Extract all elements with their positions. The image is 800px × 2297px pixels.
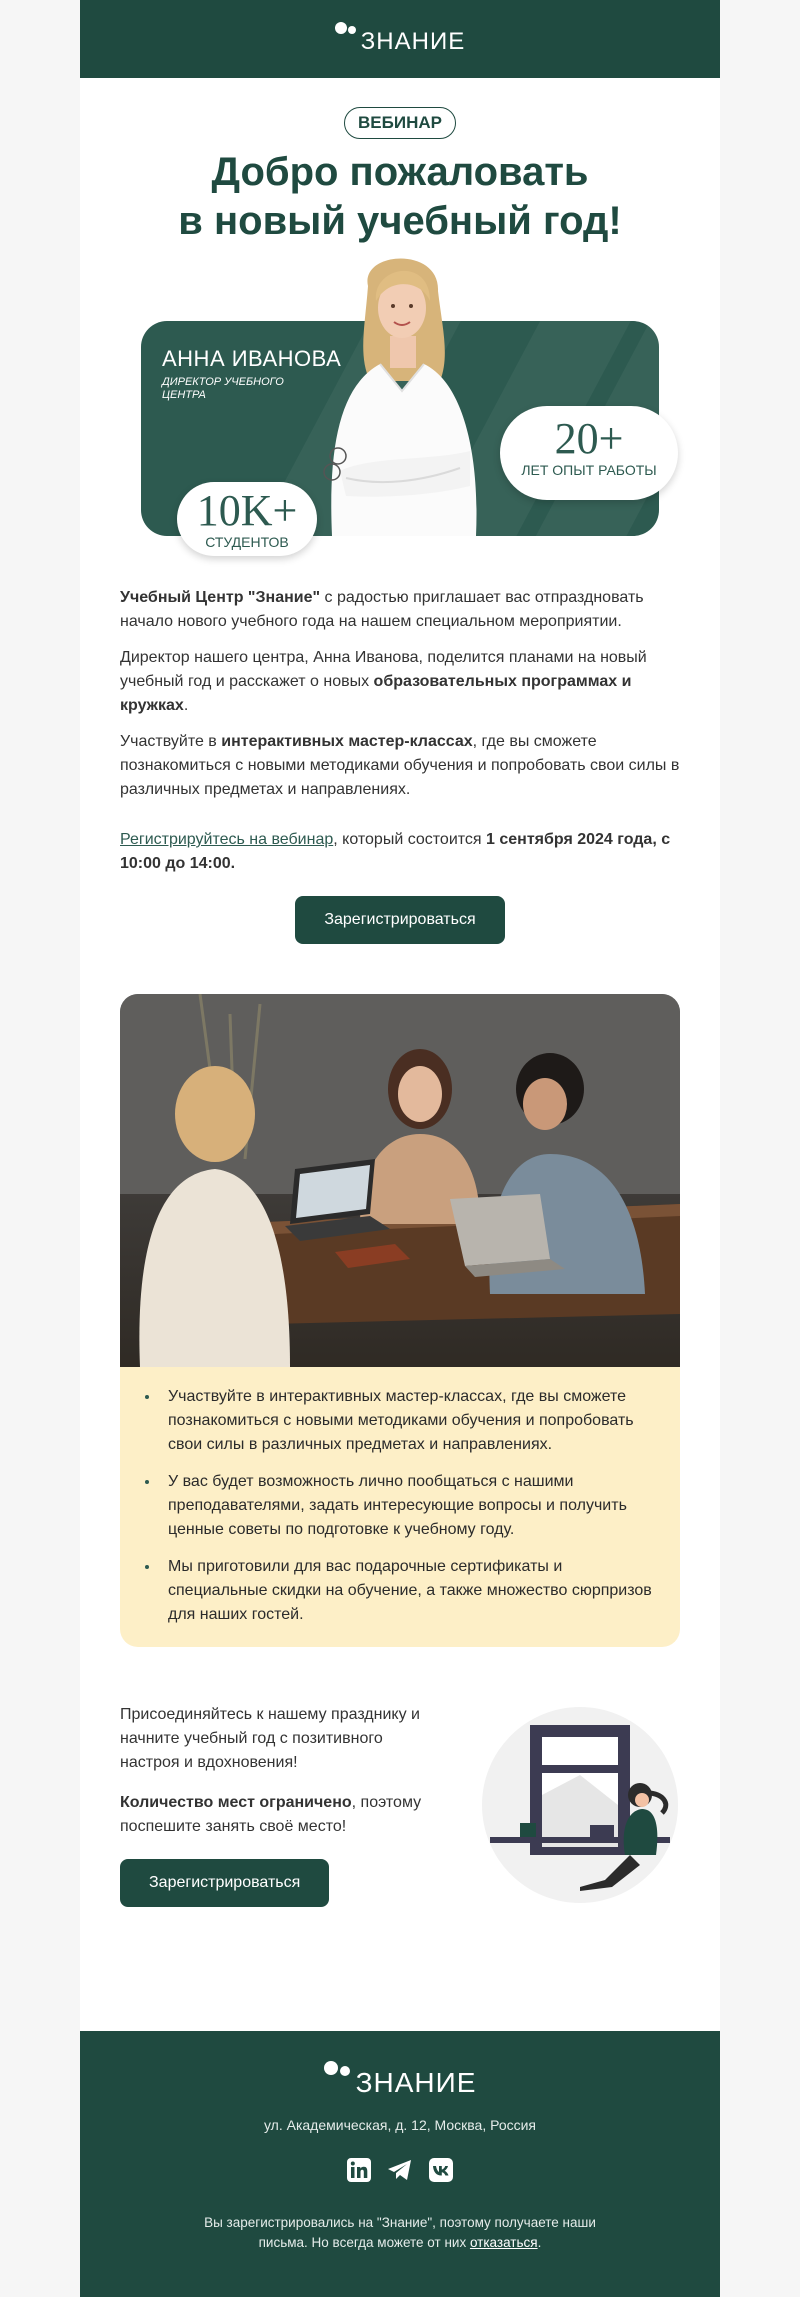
students-stat-label: СТУДЕНТОВ bbox=[205, 534, 289, 550]
email-header bbox=[80, 0, 720, 78]
intro-text-3: Участвуйте в bbox=[120, 733, 222, 750]
features-list-box bbox=[120, 1367, 680, 1647]
event-date: 1 сентября 2024 года, с 10:00 до 14:00. bbox=[120, 831, 671, 872]
linkedin-icon[interactable] bbox=[346, 2157, 372, 2183]
footer-address: ул. Академическая, д. 12, Москва, Россия bbox=[263, 2117, 537, 2133]
features-block bbox=[120, 994, 680, 1647]
limit-text bbox=[120, 1791, 440, 1839]
intro-text-2-end: . bbox=[183, 697, 189, 714]
register-link[interactable]: Регистрируйтесь на вебинар bbox=[120, 831, 334, 848]
intro-paragraph-1 bbox=[120, 586, 680, 634]
feature-item: • Участвуйте в интерактивных мастер-классах, где вы сможете познакомиться с новыми методиками обучения и попробовать свои силы в различных предметах и направлениях. bbox=[160, 1385, 656, 1457]
students-stat bbox=[177, 482, 317, 556]
footer-note bbox=[180, 2213, 620, 2253]
hero-title bbox=[80, 148, 720, 246]
intro-text-3-end: , где вы сможете познакомиться с новыми методиками обучения и попробовать свои силы в различных предметах и направлениях. bbox=[120, 733, 680, 798]
intro-paragraph-3 bbox=[120, 730, 680, 802]
webinar-badge: ВЕБИНАР bbox=[344, 107, 456, 139]
programs-highlight: образовательных программах и кружках bbox=[120, 673, 632, 714]
speaker-photo bbox=[310, 246, 492, 536]
masterclass-highlight: интерактивных мастер-классах bbox=[221, 733, 473, 750]
brand-logo[interactable] bbox=[335, 22, 465, 56]
vk-icon[interactable] bbox=[428, 2157, 454, 2183]
footer-note-text: Вы зарегистрировались на "Знание", поэтому получаете наши письма. Но всегда можете от них bbox=[204, 2215, 596, 2250]
center-name: Учебный Центр "Знание" bbox=[120, 589, 321, 606]
experience-stat-label: ЛЕТ ОПЫТ РАБОТЫ bbox=[521, 462, 657, 478]
telegram-icon[interactable] bbox=[386, 2157, 414, 2183]
intro-paragraph-4 bbox=[120, 828, 680, 876]
email-footer bbox=[80, 2031, 720, 2297]
footer-logo-wordmark: ЗНАНИЕ bbox=[355, 2067, 477, 2098]
speaker-name: АННА ИВАНОВА bbox=[162, 346, 342, 371]
footer-note-end: . bbox=[537, 2235, 542, 2250]
social-links bbox=[80, 2157, 720, 2183]
intro-text-2: Директор нашего центра, Анна Иванова, поделится планами на новый учебный год и расскажет о новых bbox=[120, 649, 647, 690]
join-text: Присоединяйтесь к нашему празднику и начните учебный год с позитивного настроя и вдохновения! bbox=[120, 1706, 420, 1771]
intro-section bbox=[80, 586, 720, 944]
limit-highlight: Количество мест ограничено bbox=[120, 1794, 352, 1811]
speaker-role: ДИРЕКТОР УЧЕБНОГО ЦЕНТРА bbox=[162, 376, 284, 401]
register-button-top[interactable]: Зарегистрироваться bbox=[295, 896, 504, 944]
register-button-bottom[interactable]: Зарегистрироваться bbox=[120, 1859, 329, 1907]
unsubscribe-link[interactable]: отказаться bbox=[469, 2235, 538, 2250]
hero-title-line2: в новый учебный год! bbox=[178, 199, 622, 243]
logo-wordmark: ЗНАНИЕ bbox=[360, 28, 466, 55]
feature-item: • У вас будет возможность лично пообщаться с нашими преподавателями, задать интересующие вопросы и получить ценные советы по подготовке к учебному году. bbox=[160, 1470, 656, 1542]
limit-rest: , поэтому поспешите занять своё место! bbox=[120, 1794, 422, 1835]
footer-logo[interactable] bbox=[324, 2061, 477, 2099]
features-list bbox=[144, 1385, 656, 1627]
hero-title-line1: Добро пожаловать bbox=[211, 150, 589, 194]
email-container bbox=[80, 0, 720, 2297]
speaker-hero bbox=[80, 246, 720, 586]
logo-dots-icon bbox=[335, 22, 359, 44]
experience-stat-value: 20+ bbox=[554, 414, 624, 463]
intro-text-4: , который состоится bbox=[333, 831, 487, 848]
join-section bbox=[80, 1703, 720, 1963]
experience-stat bbox=[500, 406, 678, 500]
feature-item: • Мы приготовили для вас подарочные сертификаты и специальные скидки на обучение, а также множество сюрпризов для наших гостей. bbox=[160, 1555, 656, 1627]
logo-dots-icon bbox=[324, 2061, 354, 2087]
intro-text-1: с радостью приглашает вас отпраздновать начало нового учебного года на нашем специальном мероприятии. bbox=[120, 589, 644, 630]
students-photo bbox=[120, 994, 680, 1367]
workspace-illustration bbox=[480, 1705, 680, 1905]
students-stat-value: 10K+ bbox=[196, 486, 298, 535]
intro-paragraph-2 bbox=[120, 646, 680, 718]
